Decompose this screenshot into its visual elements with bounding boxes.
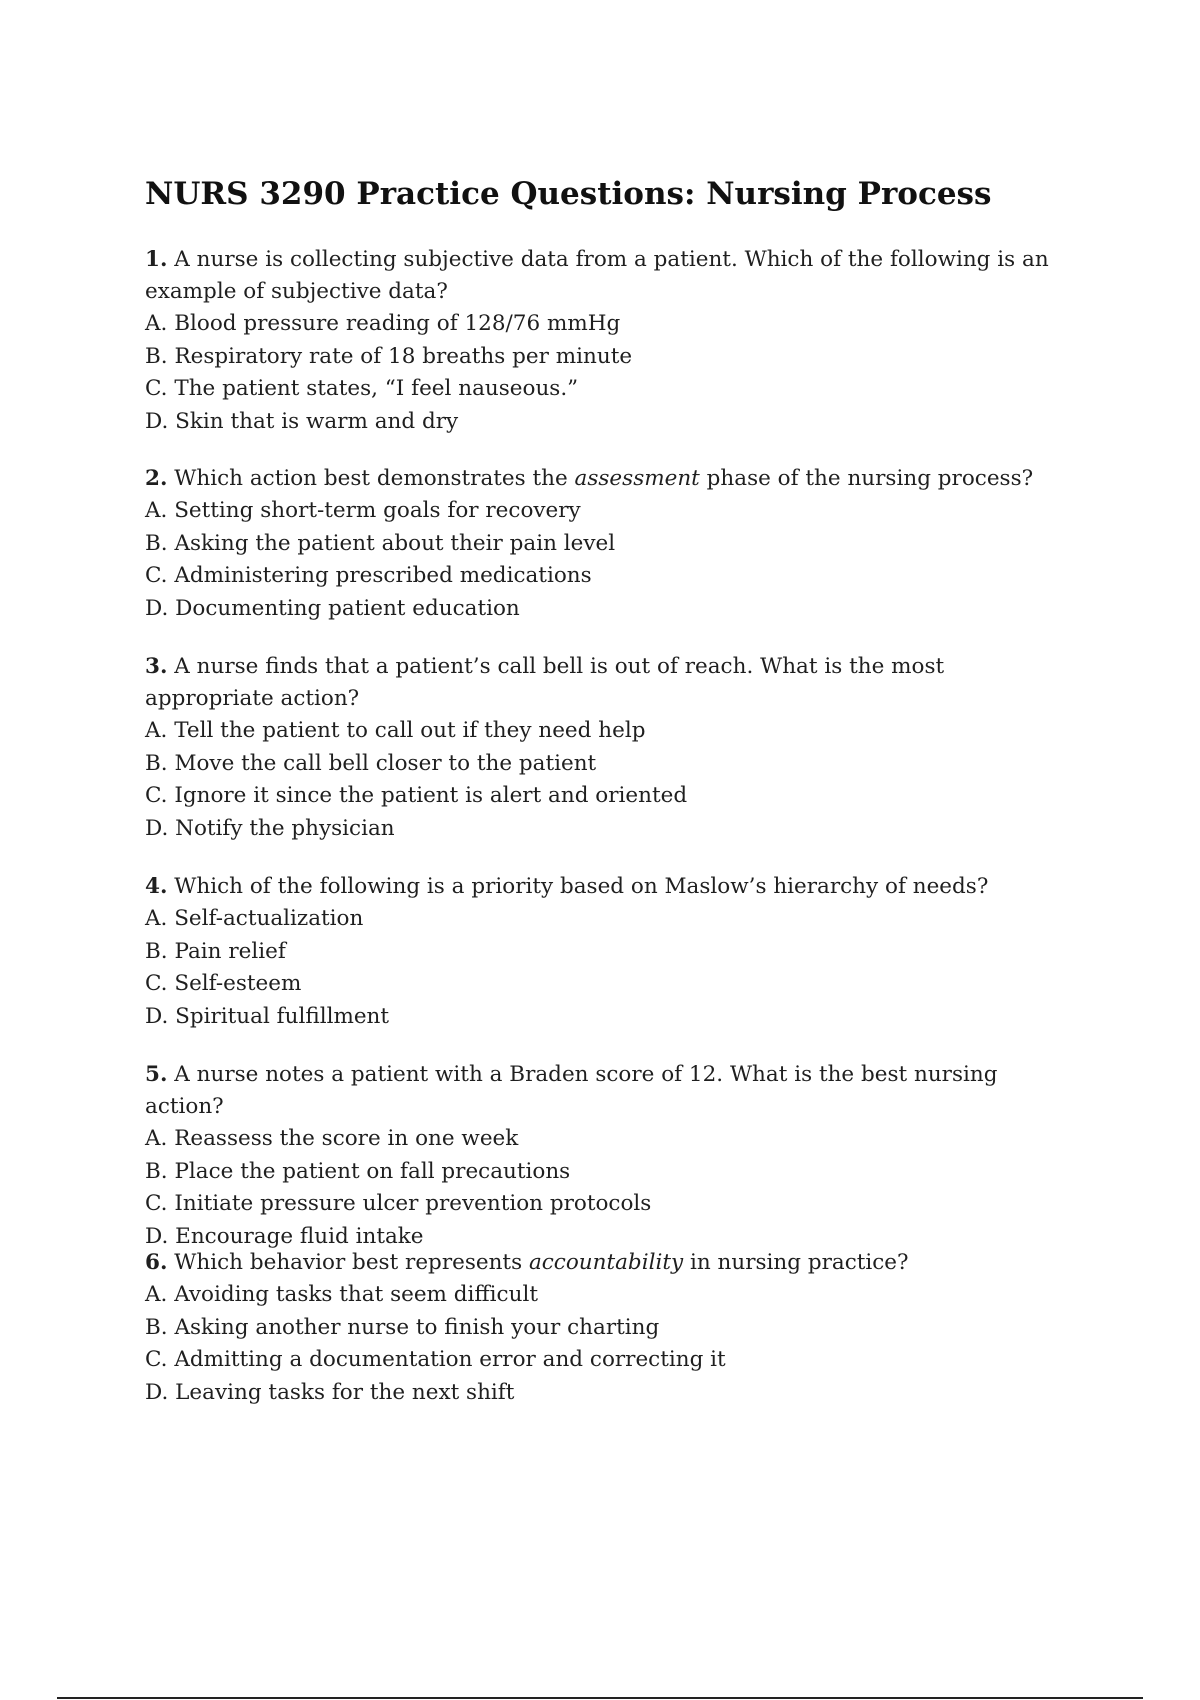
option-a: A. Reassess the score in one week: [145, 1126, 519, 1151]
question-3: [145, 651, 1075, 845]
question-stem: [145, 463, 1075, 495]
answer-options: [145, 903, 1075, 1033]
option-d: D. Encourage fluid intake: [145, 1223, 424, 1249]
option-d: D. Notify the physician: [145, 815, 395, 841]
question-stem: [145, 1247, 1075, 1279]
option-c: C. Administering prescribed medications: [145, 563, 592, 588]
question-4: [145, 871, 1075, 1033]
option-d: D. Leaving tasks for the next shift: [145, 1379, 515, 1405]
option-d: D. Spiritual fulfillment: [145, 1003, 390, 1029]
option-b: B. Respiratory rate of 18 breaths per minute: [145, 343, 633, 369]
stem-text: Which of the following is a priority based on Maslow’s hierarchy of needs?: [167, 874, 989, 899]
question-number: 5.: [145, 1062, 168, 1087]
answer-options: [145, 1123, 1075, 1253]
option-c: C. Admitting a documentation error and correcting it: [145, 1347, 726, 1372]
question-stem: [145, 651, 1075, 715]
question-stem: [145, 244, 1075, 308]
option-a: A. Blood pressure reading of 128/76 mmHg: [145, 311, 621, 336]
bottom-divider: [57, 1697, 1143, 1699]
page-title: NURS 3290 Practice Questions: Nursing Process: [145, 176, 992, 212]
stem-text: Which action best demonstrates the: [167, 466, 575, 491]
question-number: 1.: [145, 247, 168, 272]
answer-options: [145, 1279, 1075, 1409]
question-5: [145, 1059, 1075, 1253]
question-stem: [145, 1059, 1075, 1123]
question-1: [145, 244, 1075, 438]
stem-text-end: phase of the nursing process?: [699, 466, 1034, 491]
option-a: A. Setting short-term goals for recovery: [145, 498, 581, 523]
stem-text: A nurse notes a patient with a Braden score of 12. What is the best nursing action?: [145, 1062, 998, 1119]
stem-emphasis: accountability: [528, 1250, 684, 1275]
question-6: [145, 1247, 1075, 1409]
stem-emphasis: assessment: [574, 466, 700, 491]
option-b: B. Asking another nurse to finish your charting: [145, 1314, 660, 1340]
question-stem: [145, 871, 1075, 903]
option-d: D. Documenting patient education: [145, 595, 520, 621]
question-number: 4.: [145, 874, 168, 899]
option-a: A. Tell the patient to call out if they need help: [145, 718, 646, 743]
stem-text-end: in nursing practice?: [683, 1250, 909, 1275]
option-b: B. Asking the patient about their pain level: [145, 530, 616, 556]
question-2: [145, 463, 1075, 625]
answer-options: [145, 308, 1075, 438]
option-b: B. Place the patient on fall precautions: [145, 1158, 571, 1184]
question-number: 6.: [145, 1250, 168, 1275]
option-d: D. Skin that is warm and dry: [145, 408, 459, 434]
question-number: 3.: [145, 654, 168, 679]
stem-text: A nurse is collecting subjective data from a patient. Which of the following is an example of subjective data?: [145, 247, 1049, 304]
option-b: B. Move the call bell closer to the patient: [145, 750, 597, 776]
option-b: B. Pain relief: [145, 938, 286, 964]
option-a: A. Self-actualization: [145, 906, 364, 931]
option-c: C. The patient states, “I feel nauseous.”: [145, 376, 579, 401]
stem-text: Which behavior best represents: [167, 1250, 529, 1275]
answer-options: [145, 715, 1075, 845]
stem-text: A nurse finds that a patient’s call bell is out of reach. What is the most appropriate action?: [145, 654, 945, 711]
option-c: C. Self-esteem: [145, 971, 302, 996]
option-c: C. Initiate pressure ulcer prevention protocols: [145, 1191, 652, 1216]
option-a: A. Avoiding tasks that seem difficult: [145, 1282, 538, 1307]
option-c: C. Ignore it since the patient is alert and oriented: [145, 783, 688, 808]
answer-options: [145, 495, 1075, 625]
question-number: 2.: [145, 466, 168, 491]
